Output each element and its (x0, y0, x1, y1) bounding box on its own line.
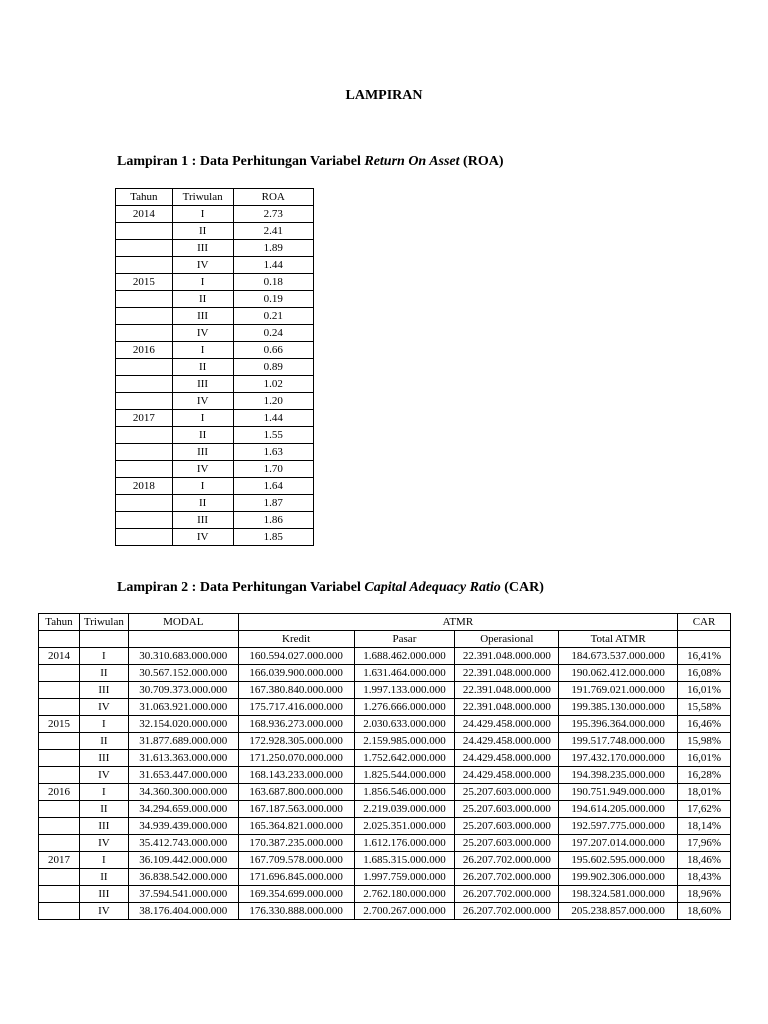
car-cell-triwulan: III (79, 750, 128, 767)
car-cell-operasional: 24.429.458.000.000 (455, 716, 559, 733)
roa-row (116, 325, 314, 342)
car-cell-triwulan: II (79, 801, 128, 818)
car-header-atmr: ATMR (238, 614, 677, 631)
roa-cell-tahun: 2014 (116, 206, 173, 223)
roa-header-row (116, 189, 314, 206)
roa-cell-tahun (116, 427, 173, 444)
car-cell-total-atmr: 195.396.364.000.000 (559, 716, 678, 733)
car-cell-triwulan: II (79, 665, 128, 682)
car-header-operasional: Operasional (455, 631, 559, 648)
roa-row (116, 529, 314, 546)
car-cell-modal: 37.594.541.000.000 (128, 886, 238, 903)
car-cell-tahun (39, 767, 80, 784)
car-cell-operasional: 26.207.702.000.000 (455, 903, 559, 920)
roa-row (116, 274, 314, 291)
car-row (39, 767, 731, 784)
roa-cell-triwulan: IV (172, 461, 233, 478)
car-row (39, 818, 731, 835)
roa-cell-tahun (116, 325, 173, 342)
car-cell-kredit: 169.354.699.000.000 (238, 886, 354, 903)
car-row (39, 648, 731, 665)
roa-cell-roa: 1.55 (233, 427, 313, 444)
car-cell-operasional: 22.391.048.000.000 (455, 665, 559, 682)
car-cell-operasional: 25.207.603.000.000 (455, 784, 559, 801)
roa-row (116, 478, 314, 495)
car-row (39, 835, 731, 852)
roa-row (116, 308, 314, 325)
car-cell-pasar: 2.219.039.000.000 (354, 801, 455, 818)
car-header-kredit: Kredit (238, 631, 354, 648)
section-heading-italic: Capital Adequacy Ratio (364, 580, 501, 595)
car-cell-modal: 31.653.447.000.000 (128, 767, 238, 784)
roa-cell-tahun (116, 223, 173, 240)
car-cell-total-atmr: 191.769.021.000.000 (559, 682, 678, 699)
car-cell-car: 18,01% (678, 784, 731, 801)
roa-cell-triwulan: II (172, 495, 233, 512)
car-cell-kredit: 163.687.800.000.000 (238, 784, 354, 801)
car-cell-pasar: 1.997.133.000.000 (354, 682, 455, 699)
car-header-tahun: Tahun (39, 614, 80, 631)
car-cell-pasar: 1.685.315.000.000 (354, 852, 455, 869)
roa-row (116, 223, 314, 240)
roa-row (116, 512, 314, 529)
car-cell-pasar: 1.276.666.000.000 (354, 699, 455, 716)
car-cell-tahun: 2016 (39, 784, 80, 801)
section-heading-prefix: Lampiran 2 : Data Perhitungan Variabel (117, 580, 365, 595)
roa-header-tahun: Tahun (116, 189, 173, 206)
roa-row (116, 393, 314, 410)
car-cell-tahun (39, 682, 80, 699)
roa-cell-roa: 2.41 (233, 223, 313, 240)
car-cell-total-atmr: 190.751.949.000.000 (559, 784, 678, 801)
roa-cell-tahun: 2017 (116, 410, 173, 427)
roa-cell-triwulan: IV (172, 529, 233, 546)
car-cell-modal: 34.939.439.000.000 (128, 818, 238, 835)
roa-row (116, 495, 314, 512)
car-cell-pasar: 2.025.351.000.000 (354, 818, 455, 835)
roa-cell-tahun (116, 291, 173, 308)
roa-header-triwulan: Triwulan (172, 189, 233, 206)
roa-cell-tahun (116, 376, 173, 393)
car-cell-pasar: 2.030.633.000.000 (354, 716, 455, 733)
roa-cell-roa: 1.85 (233, 529, 313, 546)
car-cell-modal: 30.567.152.000.000 (128, 665, 238, 682)
car-header-triwulan: Triwulan (79, 614, 128, 631)
roa-cell-tahun (116, 359, 173, 376)
car-header-car: CAR (678, 614, 731, 631)
roa-cell-triwulan: I (172, 342, 233, 359)
car-cell-tahun (39, 699, 80, 716)
roa-row (116, 410, 314, 427)
car-cell-total-atmr: 190.062.412.000.000 (559, 665, 678, 682)
car-cell-kredit: 176.330.888.000.000 (238, 903, 354, 920)
roa-cell-roa: 0.66 (233, 342, 313, 359)
car-cell-kredit: 166.039.900.000.000 (238, 665, 354, 682)
car-cell-triwulan: I (79, 852, 128, 869)
roa-cell-triwulan: IV (172, 393, 233, 410)
car-row (39, 716, 731, 733)
roa-cell-triwulan: IV (172, 257, 233, 274)
car-cell-tahun: 2014 (39, 648, 80, 665)
car-cell-kredit: 172.928.305.000.000 (238, 733, 354, 750)
car-cell-total-atmr: 184.673.537.000.000 (559, 648, 678, 665)
section-heading-suffix: (ROA) (459, 154, 504, 169)
roa-cell-triwulan: II (172, 291, 233, 308)
car-cell-modal: 38.176.404.000.000 (128, 903, 238, 920)
roa-cell-triwulan: III (172, 376, 233, 393)
car-cell-total-atmr: 197.207.014.000.000 (559, 835, 678, 852)
car-cell-pasar: 2.159.985.000.000 (354, 733, 455, 750)
car-cell-modal: 36.109.442.000.000 (128, 852, 238, 869)
section-heading-italic: Return On Asset (364, 154, 460, 169)
car-cell-pasar: 2.762.180.000.000 (354, 886, 455, 903)
roa-cell-tahun: 2018 (116, 478, 173, 495)
car-cell-tahun (39, 835, 80, 852)
car-cell-pasar: 1.856.546.000.000 (354, 784, 455, 801)
roa-table (115, 188, 314, 546)
car-cell-operasional: 25.207.603.000.000 (455, 818, 559, 835)
car-cell-triwulan: I (79, 716, 128, 733)
car-cell-pasar: 1.688.462.000.000 (354, 648, 455, 665)
car-cell-kredit: 167.709.578.000.000 (238, 852, 354, 869)
roa-cell-triwulan: I (172, 410, 233, 427)
car-cell-car: 18,60% (678, 903, 731, 920)
car-cell-kredit: 160.594.027.000.000 (238, 648, 354, 665)
car-cell-triwulan: IV (79, 699, 128, 716)
roa-cell-roa: 1.44 (233, 410, 313, 427)
roa-row (116, 444, 314, 461)
car-cell-modal: 34.294.659.000.000 (128, 801, 238, 818)
page-title: LAMPIRAN (345, 88, 423, 103)
car-cell-car: 18,46% (678, 852, 731, 869)
roa-cell-triwulan: II (172, 359, 233, 376)
car-cell-triwulan: IV (79, 767, 128, 784)
roa-header-roa: ROA (233, 189, 313, 206)
car-row (39, 682, 731, 699)
car-cell-car: 16,46% (678, 716, 731, 733)
roa-row (116, 359, 314, 376)
car-cell-pasar: 2.700.267.000.000 (354, 903, 455, 920)
car-cell-triwulan: II (79, 733, 128, 750)
car-cell-total-atmr: 194.398.235.000.000 (559, 767, 678, 784)
roa-cell-tahun (116, 444, 173, 461)
car-header-blank (39, 631, 80, 648)
car-cell-tahun: 2017 (39, 852, 80, 869)
car-cell-car: 16,01% (678, 750, 731, 767)
car-cell-kredit: 167.380.840.000.000 (238, 682, 354, 699)
car-cell-total-atmr: 199.517.748.000.000 (559, 733, 678, 750)
car-cell-kredit: 168.143.233.000.000 (238, 767, 354, 784)
car-cell-tahun (39, 818, 80, 835)
car-cell-pasar: 1.825.544.000.000 (354, 767, 455, 784)
car-cell-tahun (39, 665, 80, 682)
car-cell-operasional: 22.391.048.000.000 (455, 648, 559, 665)
car-cell-car: 15,58% (678, 699, 731, 716)
car-header-row-1 (39, 614, 731, 631)
car-cell-modal: 32.154.020.000.000 (128, 716, 238, 733)
car-cell-triwulan: III (79, 886, 128, 903)
car-cell-pasar: 1.752.642.000.000 (354, 750, 455, 767)
car-cell-car: 17,62% (678, 801, 731, 818)
roa-cell-triwulan: III (172, 512, 233, 529)
roa-cell-roa: 1.86 (233, 512, 313, 529)
car-row (39, 801, 731, 818)
car-cell-car: 16,41% (678, 648, 731, 665)
car-cell-car: 18,14% (678, 818, 731, 835)
car-cell-tahun (39, 869, 80, 886)
car-cell-total-atmr: 198.324.581.000.000 (559, 886, 678, 903)
car-cell-operasional: 26.207.702.000.000 (455, 869, 559, 886)
roa-cell-triwulan: I (172, 206, 233, 223)
roa-cell-roa: 1.02 (233, 376, 313, 393)
car-table (38, 613, 731, 920)
car-header-blank (678, 631, 731, 648)
roa-cell-triwulan: II (172, 427, 233, 444)
car-cell-modal: 35.412.743.000.000 (128, 835, 238, 852)
roa-cell-triwulan: III (172, 308, 233, 325)
car-row (39, 750, 731, 767)
car-cell-operasional: 25.207.603.000.000 (455, 801, 559, 818)
car-cell-total-atmr: 199.902.306.000.000 (559, 869, 678, 886)
car-cell-car: 16,28% (678, 767, 731, 784)
car-row (39, 665, 731, 682)
roa-cell-roa: 1.64 (233, 478, 313, 495)
car-header-blank (79, 631, 128, 648)
car-cell-tahun (39, 750, 80, 767)
car-cell-operasional: 26.207.702.000.000 (455, 852, 559, 869)
roa-cell-triwulan: IV (172, 325, 233, 342)
car-cell-car: 16,08% (678, 665, 731, 682)
roa-row (116, 376, 314, 393)
roa-row (116, 206, 314, 223)
roa-cell-triwulan: I (172, 274, 233, 291)
section-heading-car (117, 580, 544, 596)
car-row (39, 886, 731, 903)
car-row (39, 852, 731, 869)
roa-cell-triwulan: III (172, 240, 233, 257)
roa-cell-tahun (116, 257, 173, 274)
car-cell-pasar: 1.631.464.000.000 (354, 665, 455, 682)
roa-cell-tahun (116, 529, 173, 546)
section-heading-prefix: Lampiran 1 : Data Perhitungan Variabel (117, 154, 365, 169)
car-row (39, 784, 731, 801)
roa-row (116, 240, 314, 257)
car-cell-car: 18,96% (678, 886, 731, 903)
roa-cell-tahun (116, 512, 173, 529)
car-cell-modal: 31.063.921.000.000 (128, 699, 238, 716)
roa-cell-roa: 0.24 (233, 325, 313, 342)
car-cell-triwulan: III (79, 682, 128, 699)
car-row (39, 733, 731, 750)
car-cell-tahun (39, 801, 80, 818)
car-header-row-2 (39, 631, 731, 648)
car-cell-car: 16,01% (678, 682, 731, 699)
car-cell-tahun (39, 733, 80, 750)
car-cell-operasional: 24.429.458.000.000 (455, 767, 559, 784)
car-cell-operasional: 25.207.603.000.000 (455, 835, 559, 852)
roa-cell-tahun: 2016 (116, 342, 173, 359)
car-cell-operasional: 24.429.458.000.000 (455, 750, 559, 767)
car-cell-car: 18,43% (678, 869, 731, 886)
car-cell-modal: 30.310.683.000.000 (128, 648, 238, 665)
roa-cell-roa: 0.18 (233, 274, 313, 291)
car-cell-kredit: 170.387.235.000.000 (238, 835, 354, 852)
roa-cell-roa: 1.70 (233, 461, 313, 478)
roa-cell-tahun (116, 461, 173, 478)
car-cell-modal: 34.360.300.000.000 (128, 784, 238, 801)
car-cell-kredit: 171.250.070.000.000 (238, 750, 354, 767)
car-cell-total-atmr: 197.432.170.000.000 (559, 750, 678, 767)
car-cell-total-atmr: 195.602.595.000.000 (559, 852, 678, 869)
car-cell-kredit: 171.696.845.000.000 (238, 869, 354, 886)
roa-row (116, 342, 314, 359)
car-cell-operasional: 22.391.048.000.000 (455, 699, 559, 716)
car-cell-tahun: 2015 (39, 716, 80, 733)
roa-cell-roa: 2.73 (233, 206, 313, 223)
car-cell-modal: 31.877.689.000.000 (128, 733, 238, 750)
car-row (39, 699, 731, 716)
roa-cell-roa: 1.89 (233, 240, 313, 257)
car-cell-tahun (39, 886, 80, 903)
car-cell-triwulan: III (79, 818, 128, 835)
roa-cell-roa: 1.63 (233, 444, 313, 461)
roa-cell-tahun (116, 495, 173, 512)
car-header-blank (128, 631, 238, 648)
roa-cell-roa: 1.87 (233, 495, 313, 512)
roa-cell-triwulan: II (172, 223, 233, 240)
roa-cell-triwulan: III (172, 444, 233, 461)
roa-cell-tahun (116, 308, 173, 325)
car-cell-kredit: 165.364.821.000.000 (238, 818, 354, 835)
roa-cell-roa: 0.89 (233, 359, 313, 376)
car-header-total-atmr: Total ATMR (559, 631, 678, 648)
car-header-modal: MODAL (128, 614, 238, 631)
roa-cell-tahun: 2015 (116, 274, 173, 291)
car-cell-tahun (39, 903, 80, 920)
roa-cell-roa: 0.21 (233, 308, 313, 325)
car-cell-triwulan: II (79, 869, 128, 886)
car-cell-triwulan: I (79, 784, 128, 801)
car-cell-kredit: 175.717.416.000.000 (238, 699, 354, 716)
car-cell-modal: 30.709.373.000.000 (128, 682, 238, 699)
car-cell-triwulan: I (79, 648, 128, 665)
roa-cell-roa: 1.20 (233, 393, 313, 410)
roa-row (116, 257, 314, 274)
car-cell-pasar: 1.612.176.000.000 (354, 835, 455, 852)
car-cell-modal: 36.838.542.000.000 (128, 869, 238, 886)
section-heading-roa (117, 154, 503, 170)
roa-row (116, 427, 314, 444)
section-heading-suffix: (CAR) (500, 580, 544, 595)
car-cell-total-atmr: 192.597.775.000.000 (559, 818, 678, 835)
car-table-body (39, 648, 731, 920)
roa-row (116, 461, 314, 478)
roa-cell-tahun (116, 240, 173, 257)
roa-row (116, 291, 314, 308)
car-cell-total-atmr: 205.238.857.000.000 (559, 903, 678, 920)
roa-cell-roa: 1.44 (233, 257, 313, 274)
car-cell-operasional: 26.207.702.000.000 (455, 886, 559, 903)
car-row (39, 903, 731, 920)
car-cell-triwulan: IV (79, 903, 128, 920)
car-cell-operasional: 24.429.458.000.000 (455, 733, 559, 750)
car-cell-operasional: 22.391.048.000.000 (455, 682, 559, 699)
roa-table-body (116, 206, 314, 546)
car-cell-car: 17,96% (678, 835, 731, 852)
car-cell-total-atmr: 199.385.130.000.000 (559, 699, 678, 716)
car-cell-kredit: 168.936.273.000.000 (238, 716, 354, 733)
car-cell-pasar: 1.997.759.000.000 (354, 869, 455, 886)
roa-cell-tahun (116, 393, 173, 410)
roa-cell-triwulan: I (172, 478, 233, 495)
car-cell-car: 15,98% (678, 733, 731, 750)
car-row (39, 869, 731, 886)
car-header-pasar: Pasar (354, 631, 455, 648)
car-cell-modal: 31.613.363.000.000 (128, 750, 238, 767)
car-cell-kredit: 167.187.563.000.000 (238, 801, 354, 818)
car-cell-total-atmr: 194.614.205.000.000 (559, 801, 678, 818)
roa-cell-roa: 0.19 (233, 291, 313, 308)
car-cell-triwulan: IV (79, 835, 128, 852)
